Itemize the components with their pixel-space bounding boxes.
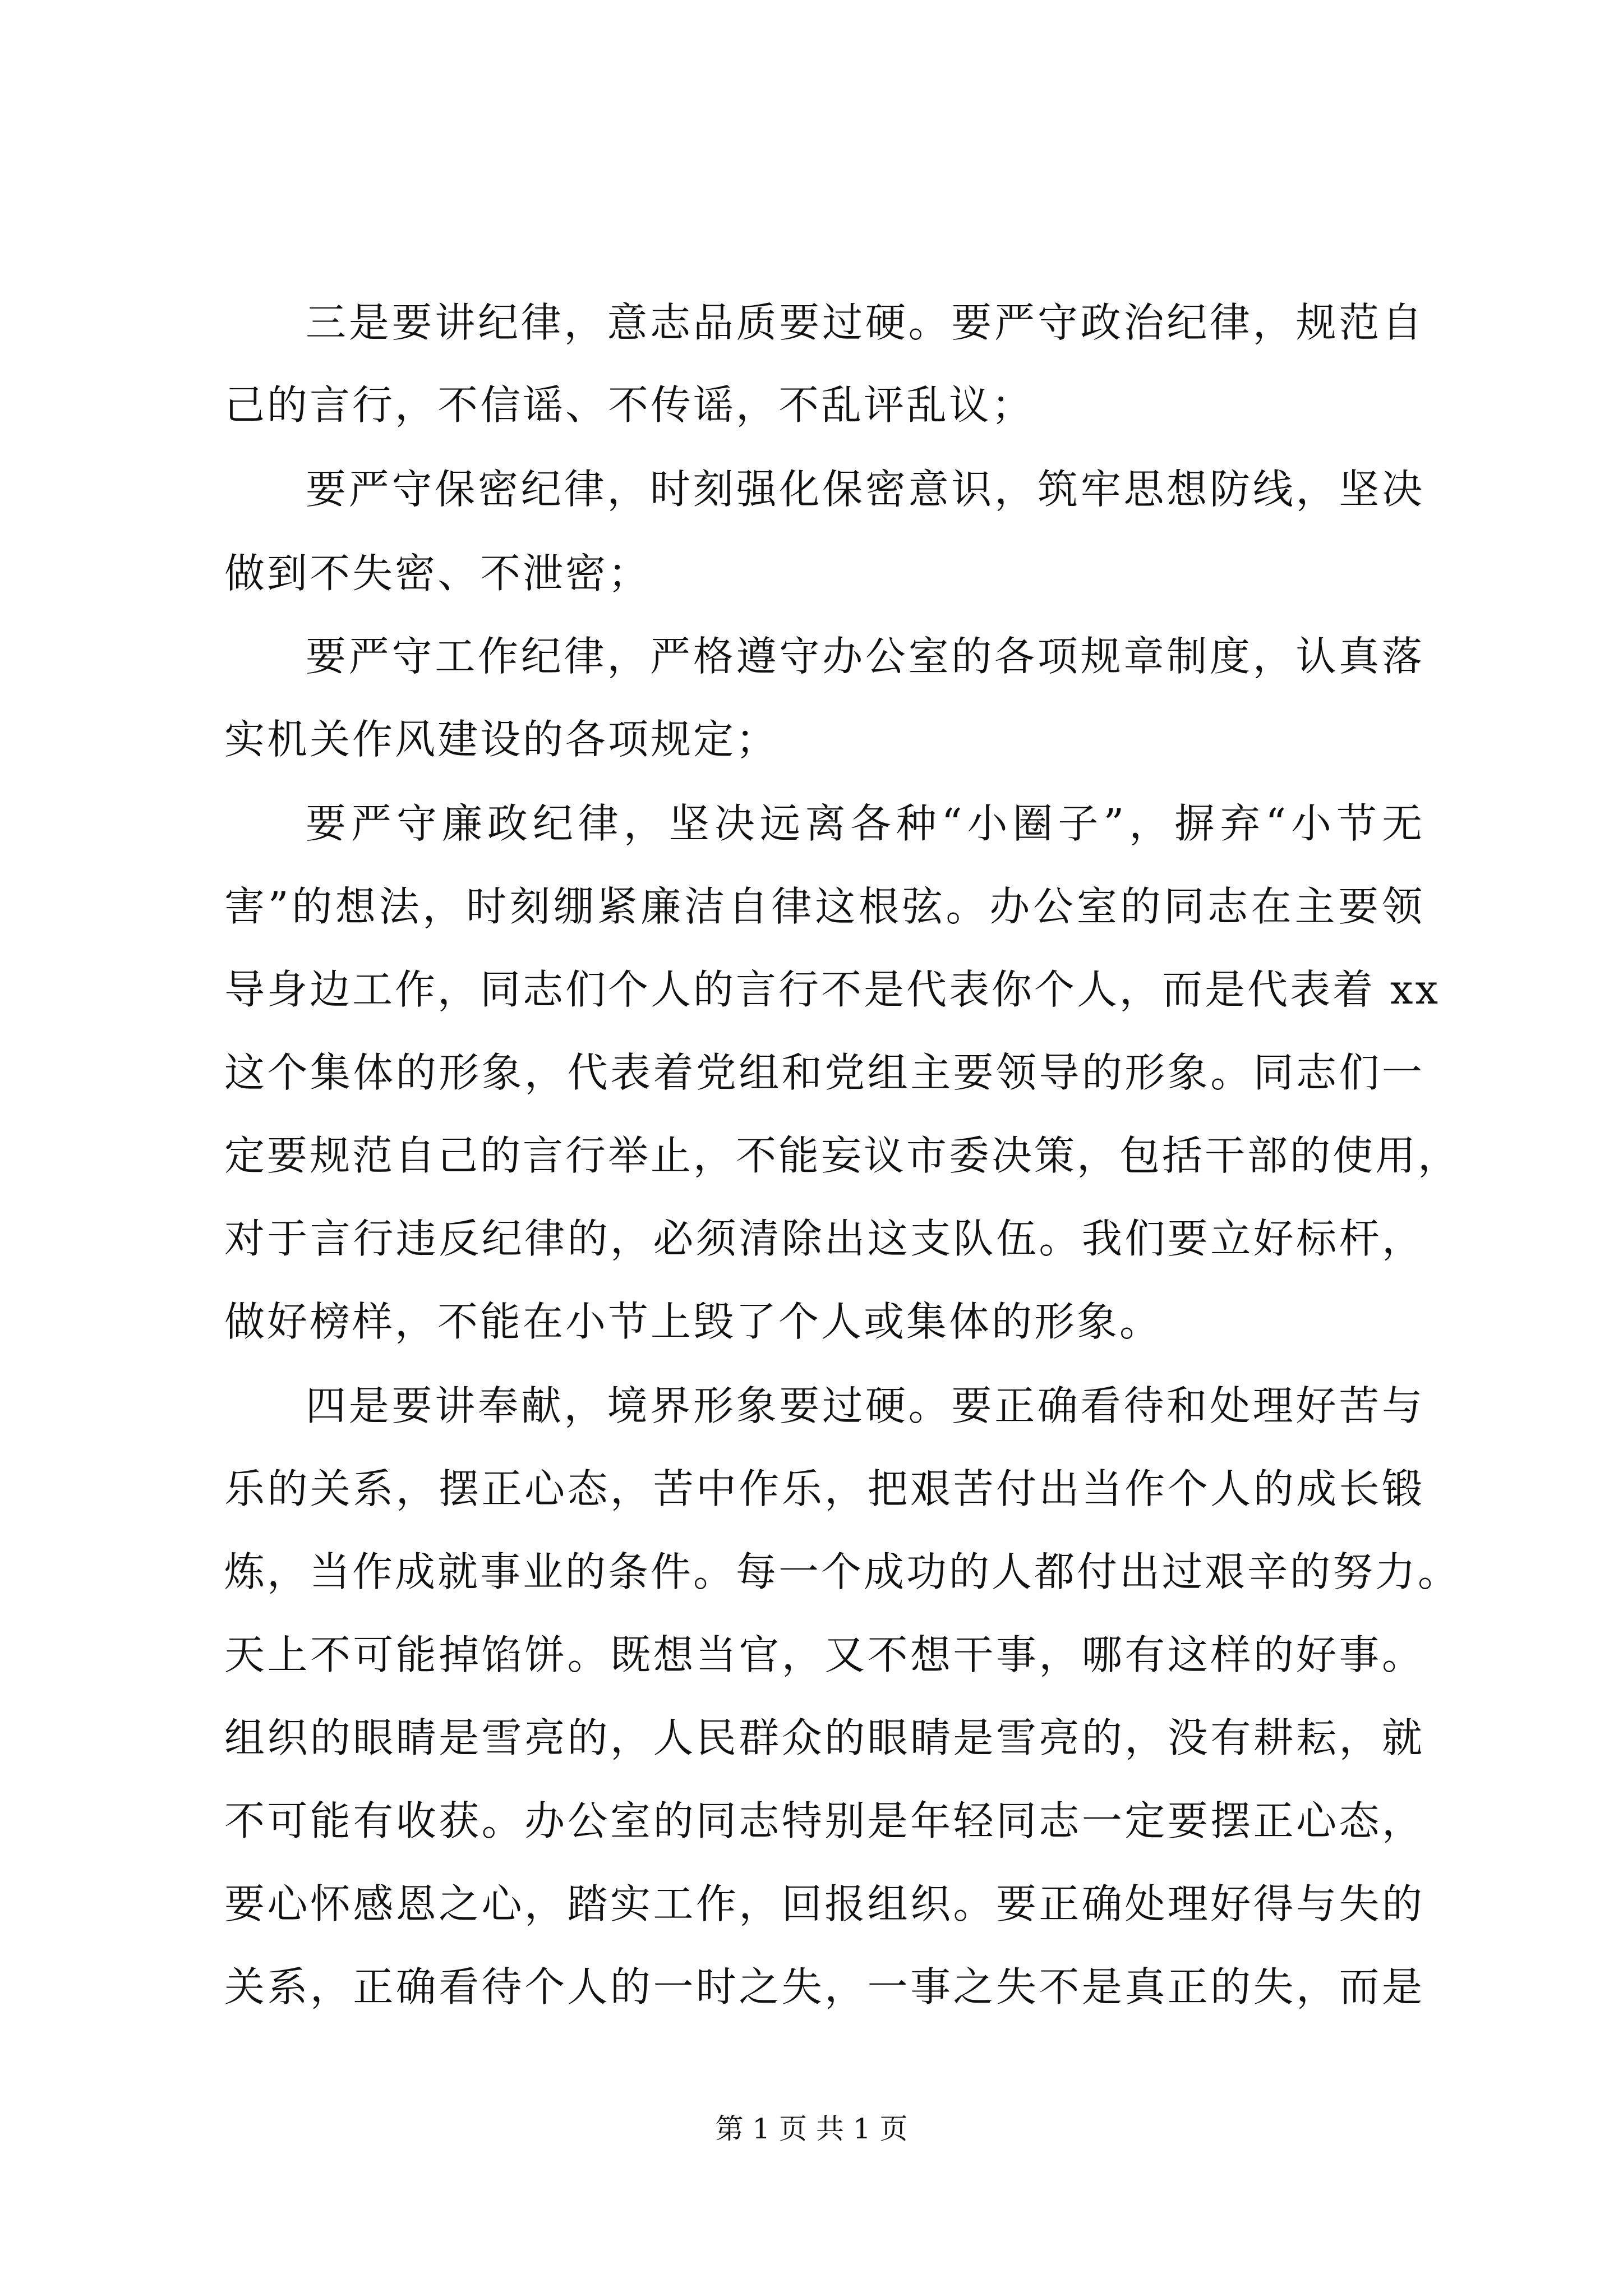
body-text-line: 不可能有收获。办公室的同志特别是年轻同志一定要摆正心态， (224, 1797, 1424, 1844)
body-text-line: 导身边工作，同志们个人的言行不是代表你个人，而是代表着 xx (224, 966, 1441, 1013)
body-text-line: 要心怀感恩之心，踏实工作，回报组织。要正确处理好得与失的 (224, 1880, 1424, 1927)
body-text-line: 炼，当作成就事业的条件。每一个成功的人都付出过艰辛的努力。 (224, 1548, 1461, 1595)
body-text-line: 要严守工作纪律，严格遵守办公室的各项规章制度，认真落 (306, 633, 1424, 680)
body-text-line: 乐的关系，摆正心态，苦中作乐，把艰苦付出当作个人的成长锻 (224, 1465, 1424, 1512)
body-text-line: 四是要讲奉献，境界形象要过硬。要正确看待和处理好苦与 (306, 1382, 1424, 1429)
page-number-footer: 第 1 页 共 1 页 (715, 2113, 908, 2145)
body-text-line: 对于言行违反纪律的，必须清除出这支队伍。我们要立好标杆， (224, 1215, 1424, 1262)
body-text-line: 三是要讲纪律，意志品质要过硬。要严守政治纪律，规范自 (306, 299, 1424, 346)
body-text-line: 实机关作风建设的各项规定； (224, 716, 779, 763)
body-text-line: 做到不失密、不泄密； (224, 550, 651, 597)
body-text-line: 关系，正确看待个人的一时之失，一事之失不是真正的失，而是 (224, 1963, 1424, 2010)
body-text-line: 要严守廉政纪律，坚决远离各种“小圈子”，摒弃“小节无 (306, 800, 1424, 847)
body-text-line: 己的言行，不信谣、不传谣，不乱评乱议； (224, 381, 1035, 429)
body-text-line: 天上不可能掉馅饼。既想当官，又不想干事，哪有这样的好事。 (224, 1631, 1424, 1678)
body-text-line: 这个集体的形象，代表着党组和党组主要领导的形象。同志们一 (224, 1049, 1424, 1096)
body-text-line: 做好榜样，不能在小节上毁了个人或集体的形象。 (224, 1298, 1163, 1345)
body-text-line: 组织的眼睛是雪亮的，人民群众的眼睛是雪亮的，没有耕耘，就 (224, 1714, 1424, 1761)
body-text-line: 要严守保密纪律，时刻强化保密意识，筑牢思想防线，坚决 (306, 466, 1424, 513)
body-text-line: 定要规范自己的言行举止，不能妄议市委决策，包括干部的使用， (224, 1132, 1461, 1179)
body-text-line: 害”的想法，时刻绷紧廉洁自律这根弦。办公室的同志在主要领 (224, 883, 1424, 930)
